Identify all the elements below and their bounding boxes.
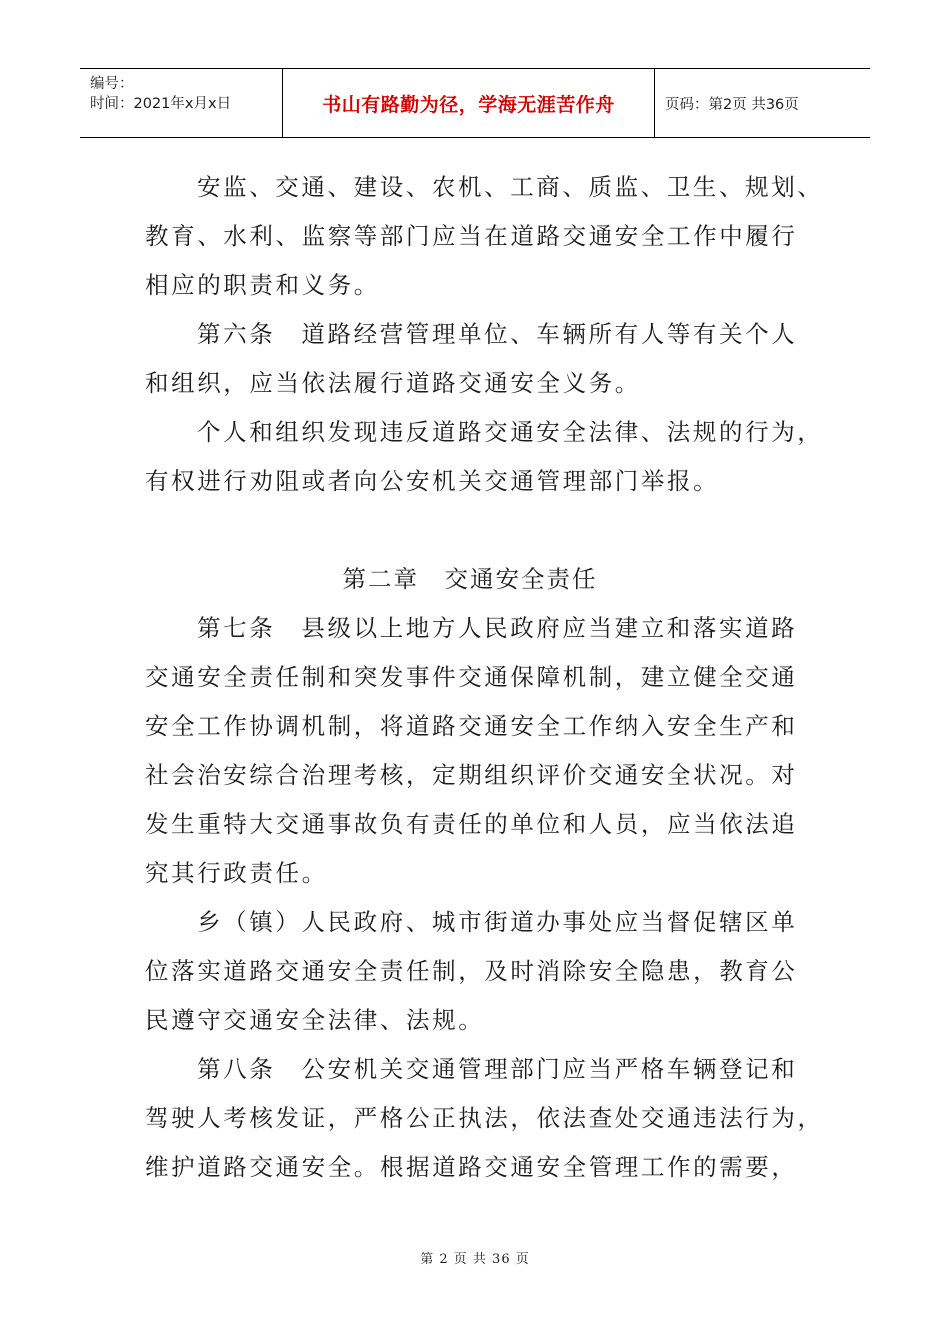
header-meta [80, 69, 282, 137]
time-label: 时间：2021年x月x日 [90, 96, 232, 112]
document-body [145, 163, 824, 1192]
number-label: 编号： [90, 76, 134, 92]
article-6-line: 和组织，应当依法履行道路交通安全义务。 [145, 369, 641, 397]
paragraph-line: 相应的职责和义务。 [145, 271, 380, 299]
article-7-line: 安全工作协调机制，将道路交通安全工作纳入安全生产和 [145, 712, 798, 740]
paragraph-line: 教育、水利、监察等部门应当在道路交通安全工作中履行 [145, 222, 798, 250]
article-7-line: 第七条 县级以上地方人民政府应当建立和落实道路 [197, 614, 798, 642]
spacer [145, 506, 795, 555]
article-8-line: 维护道路交通安全。根据道路交通安全管理工作的需要， [145, 1153, 798, 1181]
article-8-line: 第八条 公安机关交通管理部门应当严格车辆登记和 [197, 1055, 798, 1083]
paragraph-line: 民遵守交通安全法律、法规。 [145, 1006, 485, 1034]
article-6-line: 第六条 道路经营管理单位、车辆所有人等有关个人 [197, 320, 798, 348]
paragraph-line: 乡（镇）人民政府、城市街道办事处应当督促辖区单 [197, 908, 798, 936]
page-footer: 第 2 页 共 36 页 [420, 1252, 530, 1267]
article-8-line: 驾驶人考核发证，严格公正执法，依法查处交通违法行为， [145, 1104, 824, 1132]
header-page-cell [655, 69, 870, 137]
article-7-line: 交通安全责任制和突发事件交通保障机制，建立健全交通 [145, 663, 798, 691]
chapter-heading: 第二章 交通安全责任 [342, 565, 598, 593]
page-header [80, 68, 870, 138]
article-7-line: 发生重特大交通事故负有责任的单位和人员，应当依法追 [145, 810, 798, 838]
header-motto-cell [282, 69, 655, 137]
paragraph-line: 个人和组织发现违反道路交通安全法律、法规的行为， [197, 418, 824, 446]
paragraph-line: 位落实道路交通安全责任制，及时消除安全隐患，教育公 [145, 957, 798, 985]
paragraph-line: 安监、交通、建设、农机、工商、质监、卫生、规划、 [197, 173, 824, 201]
paragraph-line: 有权进行劝阻或者向公安机关交通管理部门举报。 [145, 467, 720, 495]
article-7-line: 社会治安综合治理考核，定期组织评价交通安全状况。对 [145, 761, 798, 789]
motto-text: 书山有路勤为径，学海无涯苦作舟 [322, 93, 615, 116]
article-7-line: 究其行政责任。 [145, 859, 328, 887]
page-info: 页码：第2页 共36页 [665, 96, 799, 113]
